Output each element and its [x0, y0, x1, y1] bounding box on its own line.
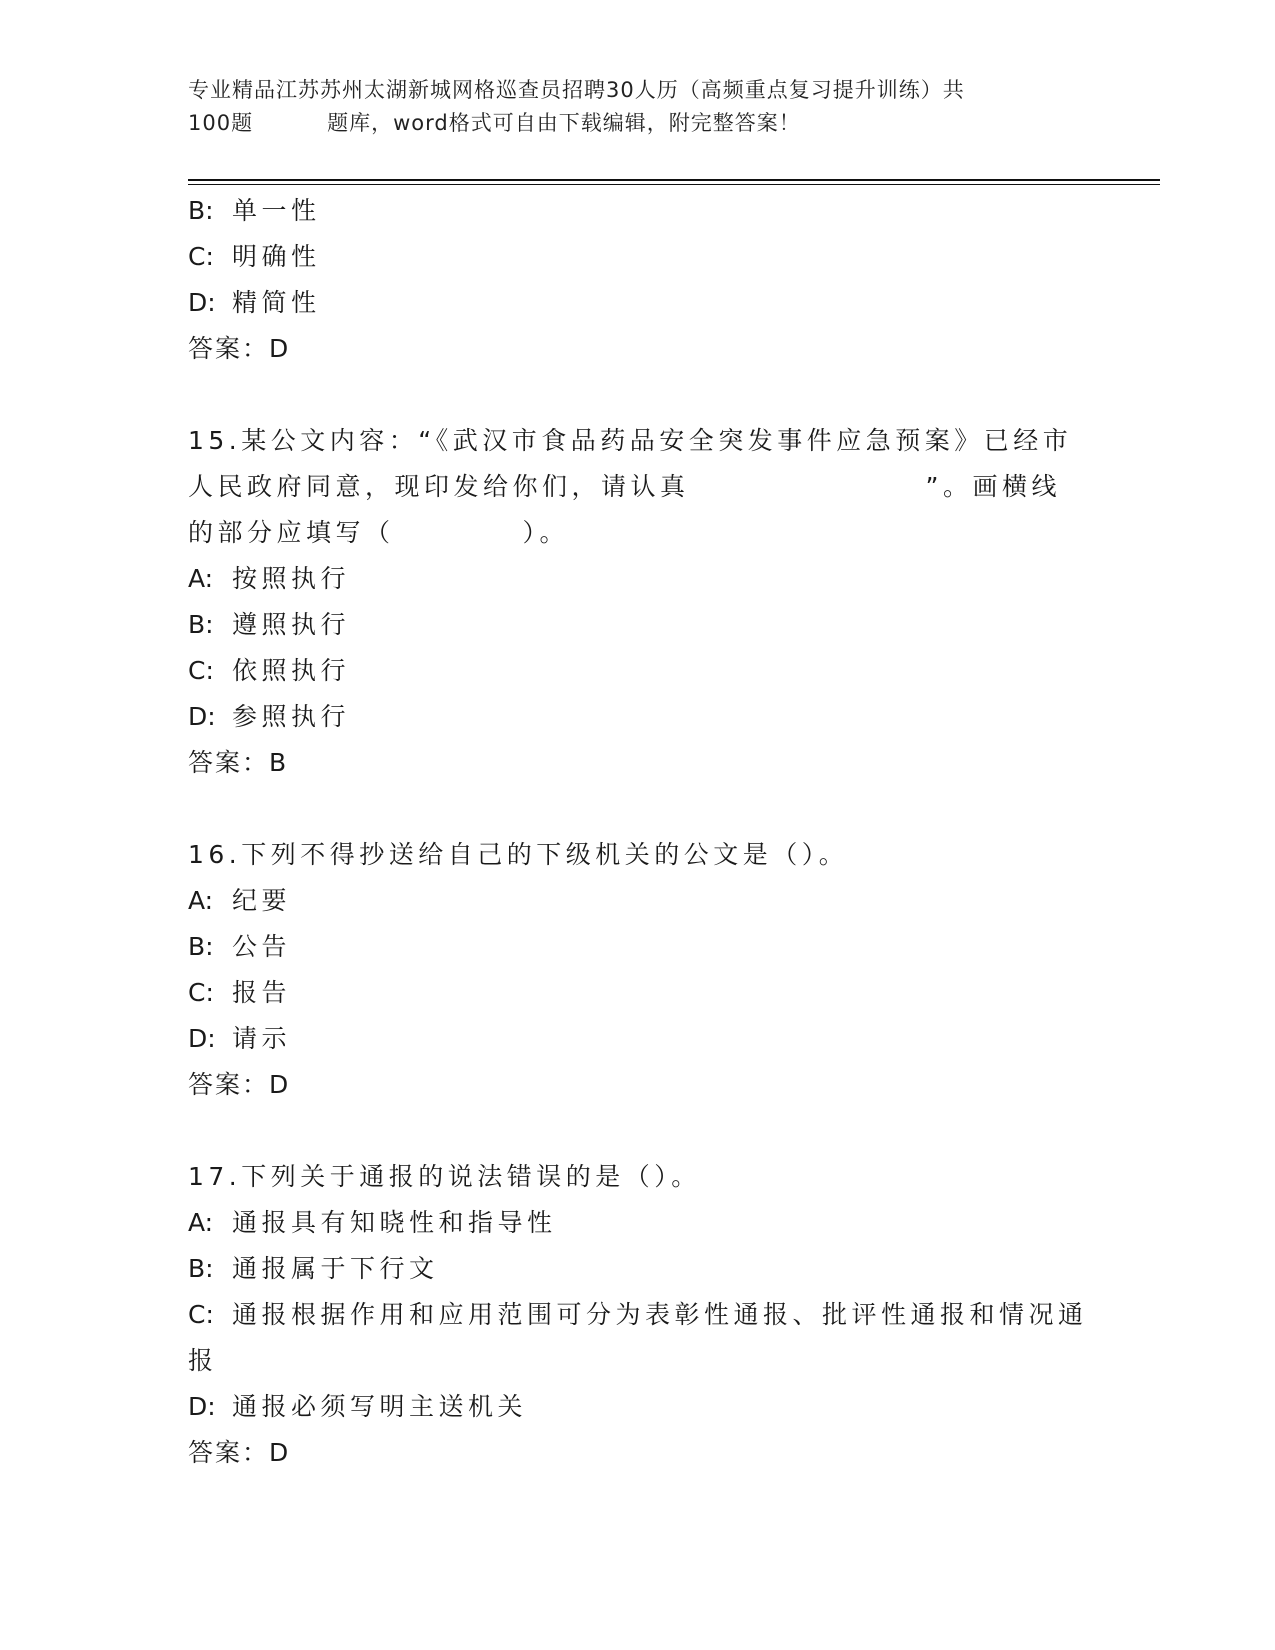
header-description: 题库，word格式可自由下载编辑，附完整答案！: [327, 111, 801, 135]
header-line-1: 专业精品江苏苏州太湖新城网格巡查员招聘30人历（高频重点复习提升训练）共: [188, 78, 965, 102]
document-header: [188, 74, 1088, 140]
option-c: C: 依照执行: [188, 656, 351, 685]
option-b: B: 遵照执行: [188, 610, 351, 639]
option-c-continued: 报: [188, 1346, 218, 1375]
header-divider-thin: [188, 184, 1160, 185]
answer-label: 答案：D: [188, 1438, 291, 1467]
question-block-14: [188, 188, 1088, 372]
question-block-17: [188, 1154, 1088, 1476]
question-stem: 17.下列关于通报的说法错误的是（）。: [188, 1162, 701, 1191]
question-block-16: [188, 832, 1088, 1108]
option-b: B: 通报属于下行文: [188, 1254, 439, 1283]
option-a: A: 通报具有知晓性和指导性: [188, 1208, 557, 1237]
question-stem: 16.下列不得抄送给自己的下级机关的公文是（）。: [188, 840, 849, 869]
option-d: D: 通报必须写明主送机关: [188, 1392, 528, 1421]
header-count: 100题: [188, 111, 254, 135]
answer-label: 答案：B: [188, 748, 289, 777]
option-d: D: 参照执行: [188, 702, 351, 731]
option-c: C: 通报根据作用和应用范围可分为表彰性通报、批评性通报和情况通: [188, 1300, 1088, 1329]
question-list: [188, 188, 1088, 1476]
option-c: C: 明确性: [188, 242, 321, 271]
question-stem: 15.某公文内容：“《武汉市食品药品安全突发事件应急预案》已经市: [188, 426, 1073, 455]
option-b: B: 公告: [188, 932, 292, 961]
option-c: C: 报告: [188, 978, 292, 1007]
question-stem: 的部分应填写（ ）。: [188, 518, 570, 547]
option-a: A: 纪要: [188, 886, 292, 915]
header-divider-thick: [188, 179, 1160, 181]
option-d: D: 精简性: [188, 288, 321, 317]
header-line-2: [188, 107, 1088, 140]
question-block-15: [188, 418, 1088, 786]
option-a: A: 按照执行: [188, 564, 351, 593]
option-b: B: 单一性: [188, 196, 321, 225]
answer-label: 答案：D: [188, 334, 291, 363]
question-stem: 人民政府同意，现印发给你们，请认真 ”。画横线: [188, 472, 1061, 501]
option-d: D: 请示: [188, 1024, 292, 1053]
answer-label: 答案：D: [188, 1070, 291, 1099]
